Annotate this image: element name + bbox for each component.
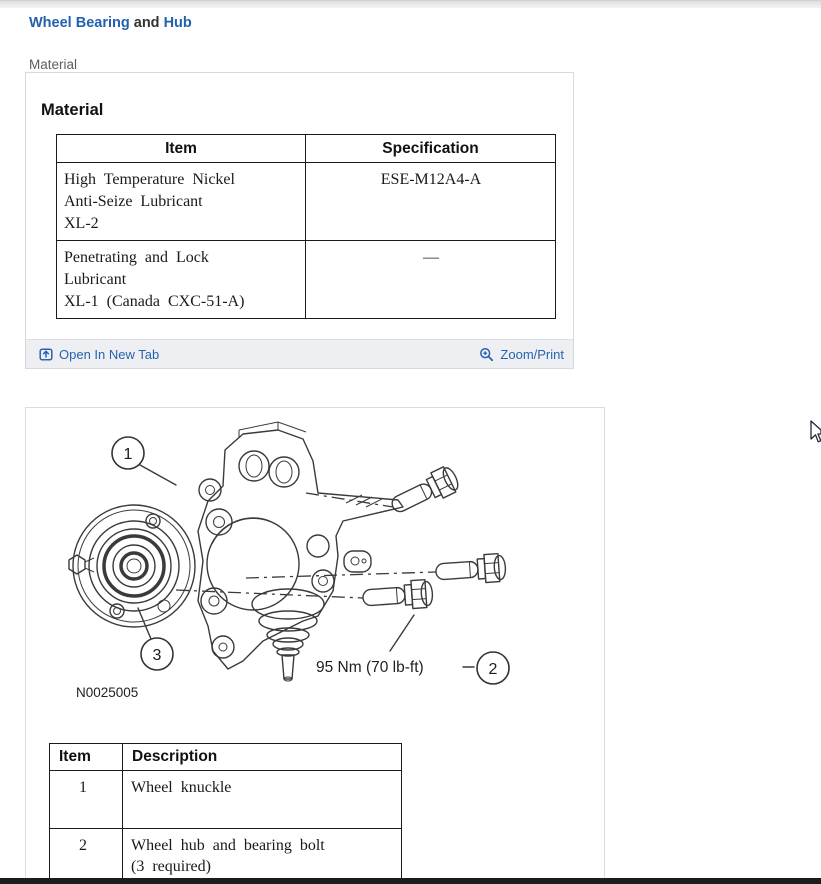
description-cell <box>123 771 402 829</box>
zoom-magnifier-plus-icon <box>479 347 494 362</box>
item-line: High Temperature Nickel <box>64 171 235 188</box>
item-line: Penetrating and Lock <box>64 249 209 266</box>
wheel-knuckle-drawing <box>198 422 403 681</box>
material-card-footer <box>26 339 573 368</box>
table-header-row <box>57 135 556 163</box>
top-toolbar-edge <box>0 0 821 8</box>
table-row <box>57 163 556 241</box>
item-column-header: Item <box>57 135 306 163</box>
zoom-print-label: Zoom/Print <box>500 346 564 362</box>
item-column-header: Item <box>50 744 123 771</box>
description-line: Wheel hub and bearing bolt <box>131 837 325 854</box>
item-line: Anti-Seize Lubricant <box>64 193 203 210</box>
diagram-card <box>25 407 605 884</box>
callout-3-leader <box>138 608 151 639</box>
wheel-knuckle-diagram <box>26 408 606 708</box>
zoom-print-link[interactable] <box>479 347 564 362</box>
specification-column-header: Specification <box>306 135 556 163</box>
table-row <box>50 829 402 884</box>
window-bottom-edge <box>0 878 821 884</box>
callout-2-number: 2 <box>488 661 498 678</box>
open-in-new-tab-label: Open In New Tab <box>59 346 160 362</box>
item-line: Lubricant <box>64 271 127 288</box>
bearing-bolt-drawing <box>435 553 506 586</box>
bearing-bolt-drawing <box>387 464 462 520</box>
torque-leader <box>390 615 414 651</box>
table-row <box>57 241 556 319</box>
title-conjunction: and <box>133 15 160 31</box>
material-card-heading: Material <box>41 101 104 119</box>
callout-1-leader <box>140 465 176 485</box>
specification-cell: ESE-M12A4-A <box>306 163 556 241</box>
item-cell <box>57 241 306 319</box>
wheel-hub-drawing <box>69 505 195 627</box>
wheel-bearing-link[interactable]: Wheel Bearing <box>29 15 130 31</box>
item-description-table <box>49 743 402 884</box>
figure-code: N0025005 <box>76 685 139 700</box>
item-line: XL-2 <box>64 215 99 232</box>
page-title <box>29 15 192 31</box>
table-row <box>50 771 402 829</box>
table-header-row <box>50 744 402 771</box>
bearing-bolt-drawing <box>362 579 433 612</box>
open-in-new-tab-icon <box>39 347 53 361</box>
hub-link[interactable]: Hub <box>163 15 192 31</box>
open-in-new-tab-link[interactable] <box>39 347 159 362</box>
description-line: Wheel knuckle <box>131 779 232 796</box>
item-number-cell: 1 <box>50 771 123 829</box>
item-line: XL-1 (Canada CXC-51-A) <box>64 293 245 310</box>
callout-3-number: 3 <box>152 647 162 664</box>
description-line: (3 required) <box>131 858 211 875</box>
item-cell <box>57 163 306 241</box>
callout-1-number: 1 <box>123 446 133 463</box>
item-number-cell: 2 <box>50 829 123 884</box>
material-spec-table <box>56 134 556 319</box>
torque-label: 95 Nm (70 lb-ft) <box>316 659 424 676</box>
mouse-cursor <box>809 420 821 446</box>
description-column-header: Description <box>123 744 402 771</box>
specification-cell: — <box>306 241 556 319</box>
material-card <box>25 72 574 369</box>
description-cell <box>123 829 402 884</box>
bolt-centerline <box>246 572 436 578</box>
material-section-label: Material <box>29 57 78 72</box>
